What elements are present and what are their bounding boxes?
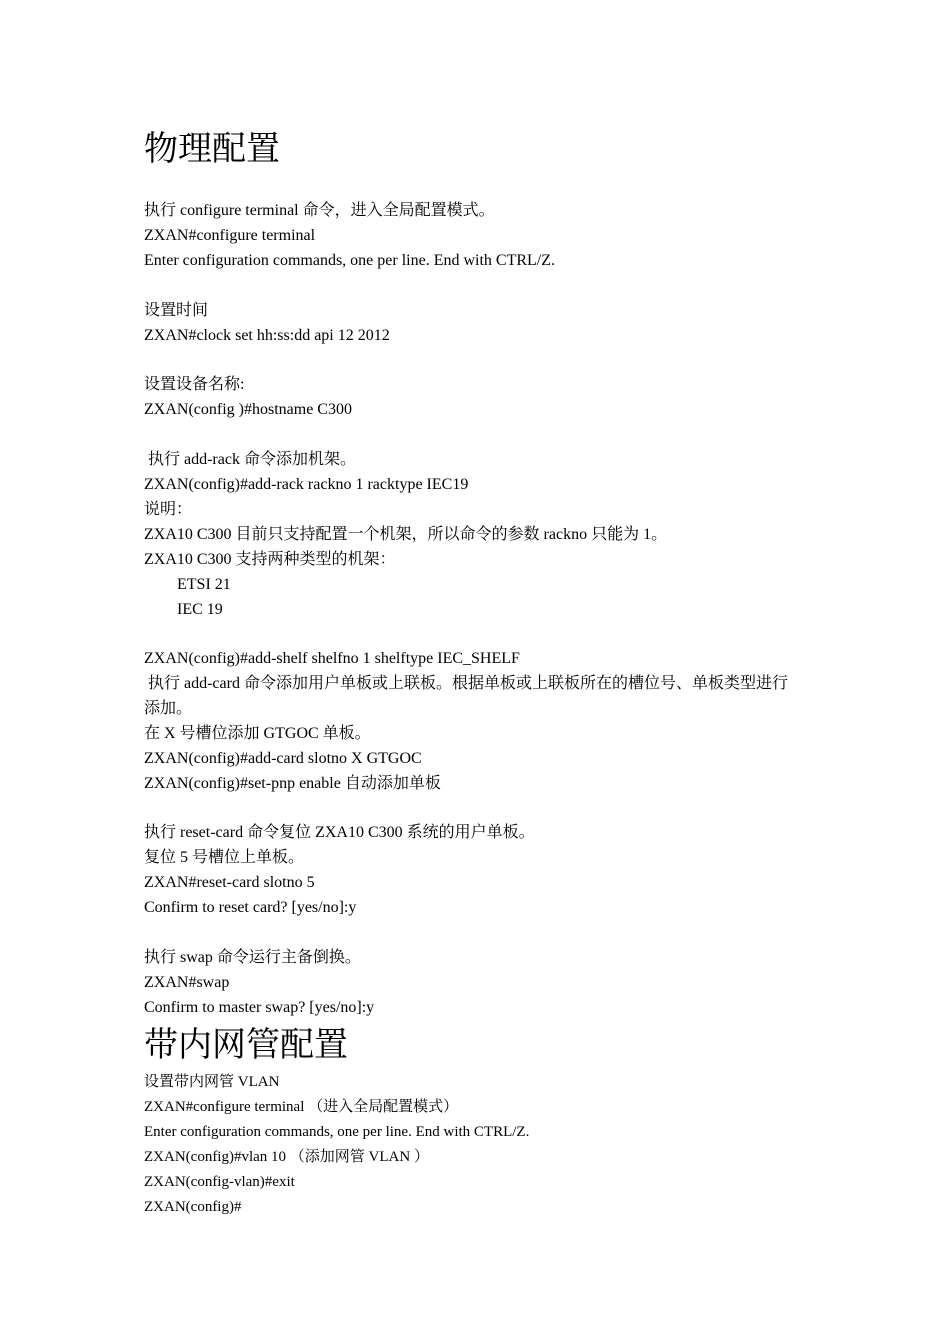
heading-physical-config: 物理配置 — [144, 131, 280, 168]
text-line: 执行 swap 命令运行主备倒换。 — [144, 949, 361, 966]
list-item: IEC 19 — [177, 601, 223, 618]
command-line: ZXAN(config-vlan)#exit — [144, 1174, 295, 1190]
text-line: 执行 reset-card 命令复位 ZXA10 C300 系统的用户单板。 — [144, 824, 535, 841]
text-line: 设置时间 — [144, 302, 209, 319]
text-line: 设置带内网管 VLAN — [144, 1074, 280, 1090]
command-line: ZXAN#configure terminal — [144, 227, 316, 244]
output-line: Confirm to master swap? [yes/no]:y — [144, 999, 375, 1016]
text-line: 添加。 — [144, 700, 193, 717]
command-line: ZXAN(config)#vlan 10 （添加网管 VLAN ） — [144, 1149, 429, 1165]
text-line: 设置设备名称: — [144, 376, 245, 393]
command-line: ZXAN#clock set hh:ss:dd api 12 2012 — [144, 327, 390, 344]
text-line: 说明： — [144, 501, 193, 518]
command-line: ZXAN#swap — [144, 974, 230, 991]
command-line: ZXAN(config)#add-rack rackno 1 racktype IEC19 — [144, 476, 469, 493]
text-line: ZXA10 C300 支持两种类型的机架： — [144, 551, 396, 568]
text-line: 执行 configure terminal 命令，进入全局配置模式。 — [144, 202, 495, 219]
output-line: Confirm to reset card? [yes/no]:y — [144, 899, 357, 916]
list-item: ETSI 21 — [177, 576, 231, 593]
command-line: ZXAN(config)#set-pnp enable 自动添加单板 — [144, 775, 441, 792]
text-line: 执行 add-rack 命令添加机架。 — [148, 451, 356, 468]
heading-inband-management: 带内网管配置 — [144, 1027, 348, 1064]
output-line: Enter configuration commands, one per line. End with CTRL/Z. — [144, 1124, 530, 1140]
text-line: 在 X 号槽位添加 GTGOC 单板。 — [144, 725, 371, 742]
command-line: ZXAN(config)#add-card slotno X GTGOC — [144, 750, 422, 767]
command-line: ZXAN(config )#hostname C300 — [144, 401, 352, 418]
output-line: Enter configuration commands, one per line. End with CTRL/Z. — [144, 252, 556, 269]
text-line: 执行 add-card 命令添加用户单板或上联板。根据单板或上联板所在的槽位号、单板类型进行 — [148, 675, 788, 692]
command-line: ZXAN(config)#add-shelf shelfno 1 shelftype IEC_SHELF — [144, 650, 520, 667]
command-line: ZXAN#configure terminal （进入全局配置模式） — [144, 1099, 459, 1115]
command-line: ZXAN#reset-card slotno 5 — [144, 874, 315, 891]
command-line: ZXAN(config)# — [144, 1199, 242, 1215]
text-line: ZXA10 C300 目前只支持配置一个机架，所以命令的参数 rackno 只能为 1。 — [144, 526, 668, 543]
text-line: 复位 5 号槽位上单板。 — [144, 849, 305, 866]
